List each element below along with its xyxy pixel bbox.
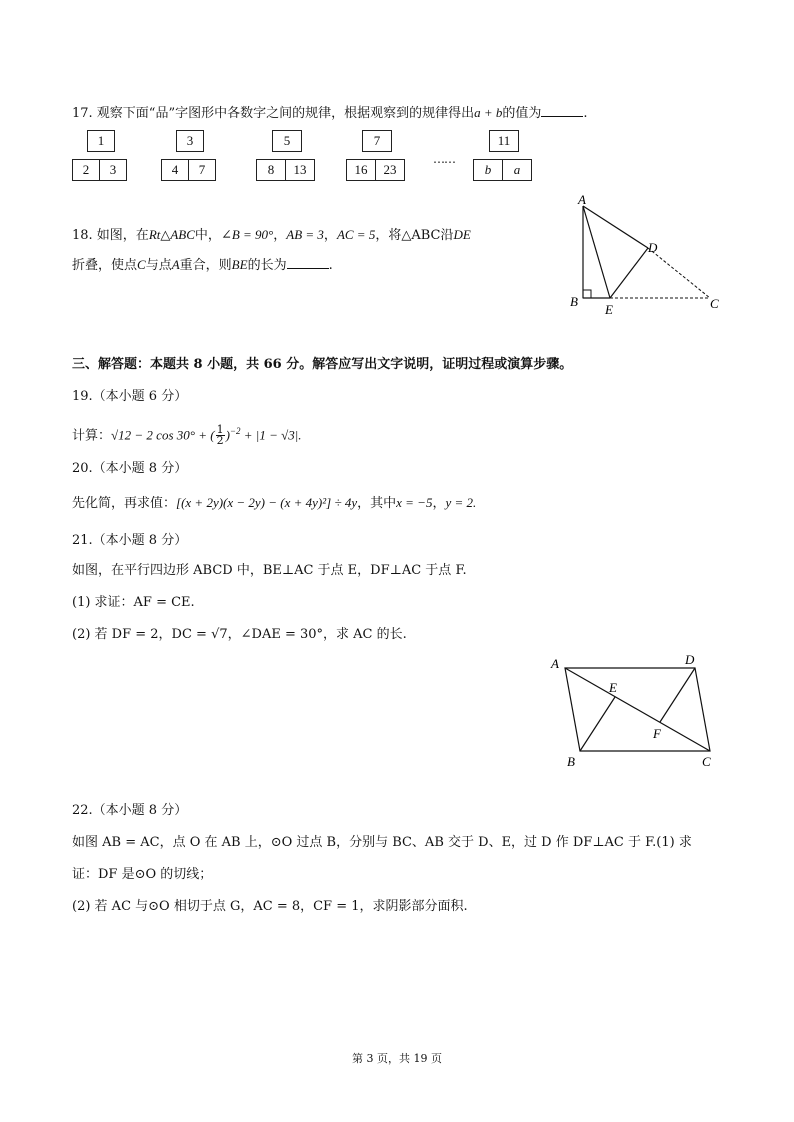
q19-frac-den: 2	[216, 434, 224, 448]
q20-line	[72, 494, 476, 513]
q18-u1: 折叠，使点	[72, 258, 138, 273]
q19-abs: + |1 − √3|.	[240, 427, 302, 443]
q19-exponent: −2	[229, 426, 241, 436]
q18-seg-dc	[648, 248, 710, 298]
q20-cond2: y = 2.	[445, 495, 477, 510]
q21-line3: (2) 若 DF = 2，DC = √7，∠DAE = 30°，求 AC 的长.	[72, 627, 407, 642]
q21-seg-be	[580, 697, 615, 751]
q18-t1: 18. 如图，在	[72, 228, 149, 243]
q21-head: 21.（本小题 8 分）	[72, 533, 188, 548]
q17-ellipsis: ……	[433, 152, 455, 166]
q18-seg-ed	[610, 248, 648, 298]
q17-period: .	[583, 106, 588, 121]
q18-label-e: E	[605, 302, 613, 317]
pin-left-box: 4	[161, 159, 189, 181]
q18-label-a: A	[578, 192, 586, 207]
pin-top-box: 3	[176, 130, 204, 152]
q18-u7: 的长为	[247, 258, 287, 273]
q19-head: 19.（本小题 6 分）	[72, 389, 188, 404]
q18-u5: 重合，则	[179, 258, 232, 273]
q17-expr: a + b	[474, 105, 503, 120]
q21-diagonal-ac	[565, 668, 710, 751]
pin-top-box: 5	[272, 130, 302, 152]
q21-label-d: D	[685, 652, 695, 667]
q22-line2: 证：DF 是⊙O 的切线；	[72, 867, 213, 882]
q20-cond1: x = −5	[396, 495, 433, 510]
q18-seg-ae	[583, 206, 610, 298]
q20-text-c: ，	[432, 496, 446, 511]
q21-label-e: E	[609, 680, 617, 695]
pin-left-box: 2	[72, 159, 100, 181]
q19-calc-label: 计算：	[72, 428, 112, 444]
q18-t4: ∠B = 90°	[220, 227, 274, 242]
q18-right-angle	[583, 290, 591, 298]
q20-text-b: ，其中	[357, 496, 397, 511]
q18-t2: Rt△ABC	[148, 227, 195, 242]
q19-fraction	[216, 425, 225, 446]
pin-left-box: b	[473, 159, 503, 181]
pin-right-box: a	[502, 159, 532, 181]
q20-text-a: 先化简，再求值：	[72, 496, 177, 511]
q18-t8: AC = 5	[336, 227, 376, 242]
pin-top-box: 11	[489, 130, 519, 152]
q18-u3: 与点	[145, 258, 172, 273]
q17-text-c: 的值为	[502, 106, 542, 121]
q17-text	[72, 104, 588, 123]
q22-line1: 如图 AB = AC，点 O 在 AB 上，⊙O 过点 B，分别与 BC、AB 交于 D、E，过 D 作 DF⊥AC 于 F.(1) 求	[72, 835, 692, 850]
q18-u8: .	[328, 258, 333, 273]
q20-head: 20.（本小题 8 分）	[72, 461, 188, 476]
q18-t6: AB = 3	[286, 227, 324, 242]
q22-line3: (2) 若 AC 与⊙O 相切于点 G，AC = 8，CF = 1，求阴影部分面积.	[72, 899, 468, 914]
q21-label-c: C	[702, 754, 711, 769]
q18-label-d: D	[648, 240, 658, 255]
pin-right-box: 23	[375, 159, 405, 181]
q18-t9: ，将△ABC沿	[375, 228, 454, 243]
q19-expr	[72, 422, 302, 446]
q18-line1	[72, 226, 471, 245]
q22-head: 22.（本小题 8 分）	[72, 803, 188, 818]
page-footer: 第 3 页，共 19 页	[352, 1052, 442, 1065]
pin-right-box: 7	[188, 159, 216, 181]
q19-sqrt12: √12	[111, 427, 132, 443]
q21-line2: (1) 求证：AF = CE.	[72, 595, 195, 610]
q18-answer-blank	[287, 256, 329, 269]
q18-figure	[560, 190, 740, 320]
q18-t5: ，	[273, 228, 287, 243]
q19-cos: − 2 cos 30° + (	[131, 427, 215, 443]
q18-line2	[72, 256, 333, 275]
section3-heading: 三、解答题：本题共 8 小题，共 66 分。解答应写出文字说明，证明过程或演算步骤。	[72, 357, 573, 372]
q21-figure	[545, 648, 725, 773]
q18-t3: 中，	[194, 228, 221, 243]
pin-top-box: 1	[87, 130, 115, 152]
pin-top-box: 7	[362, 130, 392, 152]
q18-u4: A	[171, 257, 180, 272]
q19-frac-num: 1	[216, 423, 224, 437]
q18-t10: DE	[453, 227, 471, 242]
q20-expr: [(x + 2y)(x − 2y) − (x + 4y)²] ÷ 4y	[176, 495, 358, 510]
pin-left-box: 8	[256, 159, 286, 181]
q21-line1: 如图，在平行四边形 ABCD 中，BE⊥AC 于点 E，DF⊥AC 于点 F.	[72, 563, 467, 578]
pin-right-box: 3	[99, 159, 127, 181]
q17-answer-blank	[541, 104, 583, 117]
q21-label-a: A	[551, 656, 559, 671]
q21-label-b: B	[567, 754, 575, 769]
q21-label-f: F	[653, 726, 661, 741]
q17-text-a: 17. 观察下面“品”字图形中各数字之间的规律，根据观察到的规律得出	[72, 106, 475, 121]
q18-u2: C	[137, 257, 146, 272]
pin-right-box: 13	[285, 159, 315, 181]
q18-label-b: B	[570, 294, 578, 309]
pin-left-box: 16	[346, 159, 376, 181]
q18-label-c: C	[710, 296, 719, 311]
q18-u6: BE	[231, 257, 248, 272]
q21-seg-df	[660, 668, 695, 722]
q19-paren: )	[225, 427, 230, 443]
q18-t7: ，	[323, 228, 337, 243]
q18-seg-ad	[583, 206, 648, 248]
